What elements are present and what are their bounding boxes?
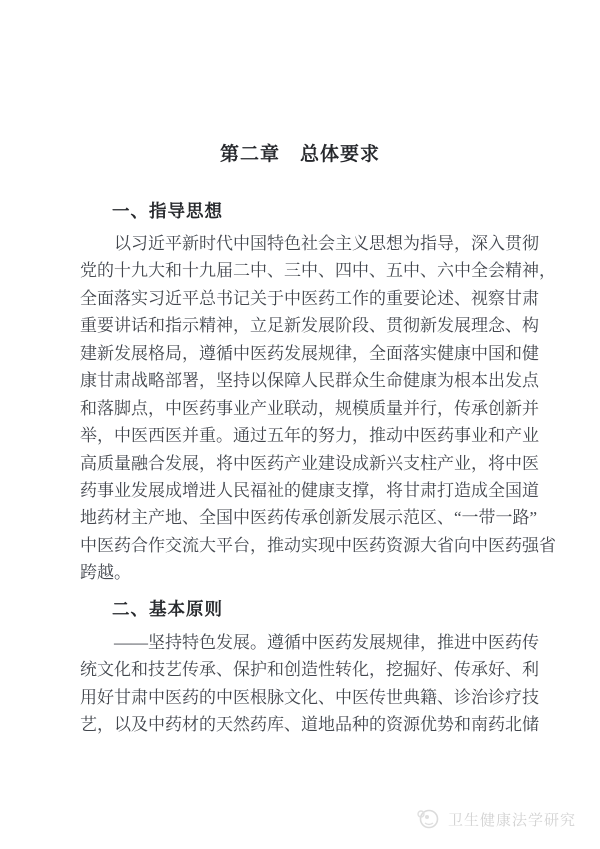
paragraph-basic-principles <box>80 629 539 739</box>
chapter-title: 第二章 总体要求 <box>219 144 380 165</box>
text-line: 以习近平新时代中国特色社会主义思想为指导，深入贯彻 <box>114 234 539 253</box>
text-line: 用好甘肃中医药的中医根脉文化、中医传世典籍、诊治诊疗技 <box>80 687 539 707</box>
text-line: 重要讲话和指示精神，立足新发展阶段、贯彻新发展理念、构 <box>80 316 539 336</box>
text-line: 药事业发展成增进人民福祉的健康支撑，将甘肃打造成全国道 <box>80 480 539 500</box>
circular-emblem-icon <box>415 806 441 832</box>
watermark-label: 卫生健康法学研究 <box>447 811 576 829</box>
text-line: 和落脚点，中医药事业产业联动，规模质量并行，传承创新并 <box>80 398 539 418</box>
text-line: 举，中医西医并重。通过五年的努力，推动中医药事业和产业 <box>80 426 539 446</box>
text-line: 党的十九大和十九届二中、三中、四中、五中、六中全会精神， <box>80 261 556 281</box>
watermark <box>415 806 576 832</box>
text-line: 全面落实习近平总书记关于中医药工作的重要论述、视察甘肃 <box>80 288 539 308</box>
text-line: 地药材主产地、全国中医药传承创新发展示范区、“一带一路” <box>80 508 538 528</box>
text-line: 跨越。 <box>80 563 131 583</box>
text-line: 统文化和技艺传承、保护和创造性转化，挖掘好、传承好、利 <box>80 660 539 680</box>
section-heading-guiding-ideology: 一、指导思想 <box>112 201 223 221</box>
text-line: ——坚持特色发展。遵循中医药发展规律，推进中医药传 <box>114 633 539 652</box>
text-line: 高质量融合发展，将中医药产业建设成新兴支柱产业，将中医 <box>80 453 539 473</box>
text-line: 康甘肃战略部署，坚持以保障人民群众生命健康为根本出发点 <box>80 371 539 391</box>
text-line: 中医药合作交流大平台，推动实现中医药资源大省向中医药强省 <box>80 535 556 555</box>
paragraph-guiding-ideology <box>80 230 556 587</box>
section-heading-basic-principles: 二、基本原则 <box>112 599 223 619</box>
text-line: 建新发展格局，遵循中医药发展规律，全面落实健康中国和健 <box>80 343 539 363</box>
text-line: 艺，以及中药材的天然药库、道地品种的资源优势和南药北储 <box>80 715 539 735</box>
